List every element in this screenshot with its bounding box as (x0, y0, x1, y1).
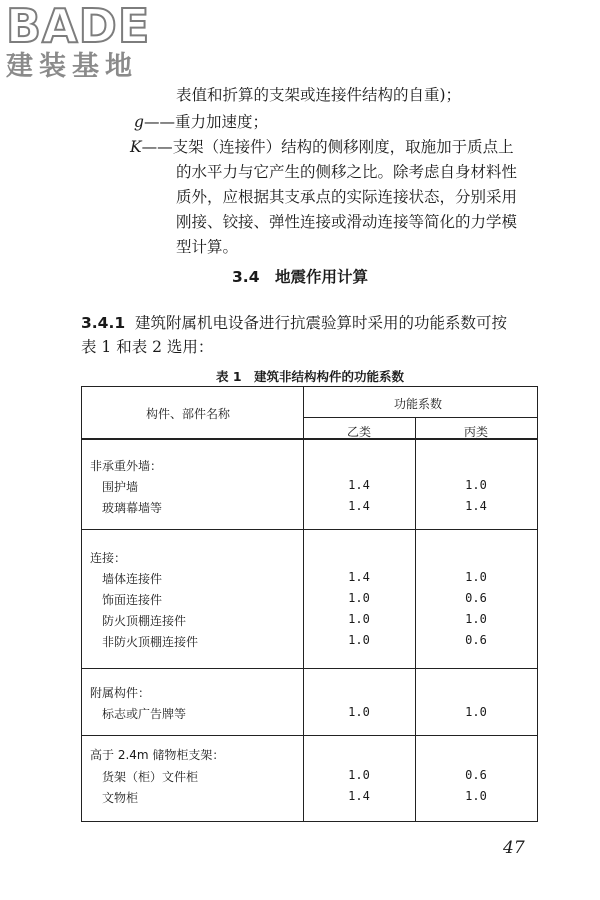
table-row-name: 防火顶棚连接件 (102, 614, 187, 628)
group-title: 附属构件： (90, 686, 151, 700)
clause-line-2: 表 1 和表 2 选用： (81, 338, 214, 356)
k-description-line-4: 刚接、铰接、弹性连接或滑动连接等简化的力学模 (176, 213, 518, 231)
table-row-value-b: 1.4 (348, 570, 370, 584)
group-title: 非承重外墙： (90, 459, 163, 473)
table-row-name: 货架（柜）文件柜 (102, 770, 199, 784)
clause-number: 3.4.1 (81, 314, 126, 332)
table-vline-class (415, 417, 416, 821)
table-vline-name (303, 387, 304, 821)
text-line-1: 表值和折算的支架或连接件结构的自重)； (176, 86, 462, 104)
table-row-value-b: 1.0 (348, 612, 370, 626)
table-row-value-c: 1.0 (465, 612, 487, 626)
header-component-name: 构件、部件名称 (146, 407, 231, 421)
header-coefficient: 功能系数 (394, 397, 443, 411)
table-row-name: 玻璃幕墙等 (102, 501, 163, 515)
clause-line-1 (81, 311, 507, 335)
k-definition (130, 135, 514, 159)
table-row-value-c: 0.6 (465, 768, 487, 782)
table-row-value-c: 1.0 (465, 705, 487, 719)
k-description-line-3: 质外，应根据其支承点的实际连接状态，分别采用 (176, 188, 518, 206)
g-symbol: g (134, 113, 144, 131)
table-row-name: 文物柜 (102, 791, 139, 805)
g-definition (134, 110, 268, 134)
table-row-value-c: 1.0 (465, 478, 487, 492)
bade-logo (6, 2, 174, 82)
table-row-value-b: 1.0 (348, 768, 370, 782)
table-row-value-b: 1.0 (348, 591, 370, 605)
header-class-c: 丙类 (464, 425, 489, 439)
coefficient-table (81, 386, 538, 822)
header-class-b: 乙类 (347, 425, 372, 439)
logo-subtitle: 建装基地 (6, 51, 138, 82)
group-title: 高于 2.4m 储物柜支架： (90, 748, 225, 762)
table-row-name: 标志或广告牌等 (102, 707, 187, 721)
table-hline-subheader (303, 417, 537, 418)
table-row-value-b: 1.4 (348, 499, 370, 513)
section-heading: 3.4 地震作用计算 (232, 268, 368, 286)
table-row-name: 饰面连接件 (102, 593, 163, 607)
k-symbol: K (130, 138, 142, 156)
logo-wordmark: BADE (6, 0, 151, 53)
page-number: 47 (503, 838, 525, 858)
table-row-value-c: 1.0 (465, 570, 487, 584)
table-hline-group-2 (82, 668, 537, 669)
k-description-line-2: 的水平力与它产生的侧移之比。除考虑自身材料性 (176, 163, 518, 181)
table-row-value-c: 0.6 (465, 591, 487, 605)
g-description: ——重力加速度； (143, 113, 268, 131)
k-description-line-5: 型计算。 (176, 238, 239, 256)
table-row-value-c: 1.0 (465, 789, 487, 803)
table-row-name: 围护墙 (102, 480, 139, 494)
table-row-value-b: 1.4 (348, 478, 370, 492)
table-row-value-c: 1.4 (465, 499, 487, 513)
table-row-value-b: 1.0 (348, 705, 370, 719)
table-row-value-c: 0.6 (465, 633, 487, 647)
table-row-value-b: 1.0 (348, 633, 370, 647)
group-title: 连接： (90, 551, 127, 565)
table-row-name: 墙体连接件 (102, 572, 163, 586)
clause-text-1: 建筑附属机电设备进行抗震验算时采用的功能系数可按 (135, 314, 508, 332)
k-description-line-1: ——支架（连接件）结构的侧移刚度，取施加于质点上 (141, 138, 514, 156)
table-row-name: 非防火顶棚连接件 (102, 635, 199, 649)
table-caption: 表 1 建筑非结构构件的功能系数 (215, 369, 405, 384)
table-row-value-b: 1.4 (348, 789, 370, 803)
table-hline-group-3 (82, 735, 537, 736)
table-hline-group-1 (82, 529, 537, 530)
